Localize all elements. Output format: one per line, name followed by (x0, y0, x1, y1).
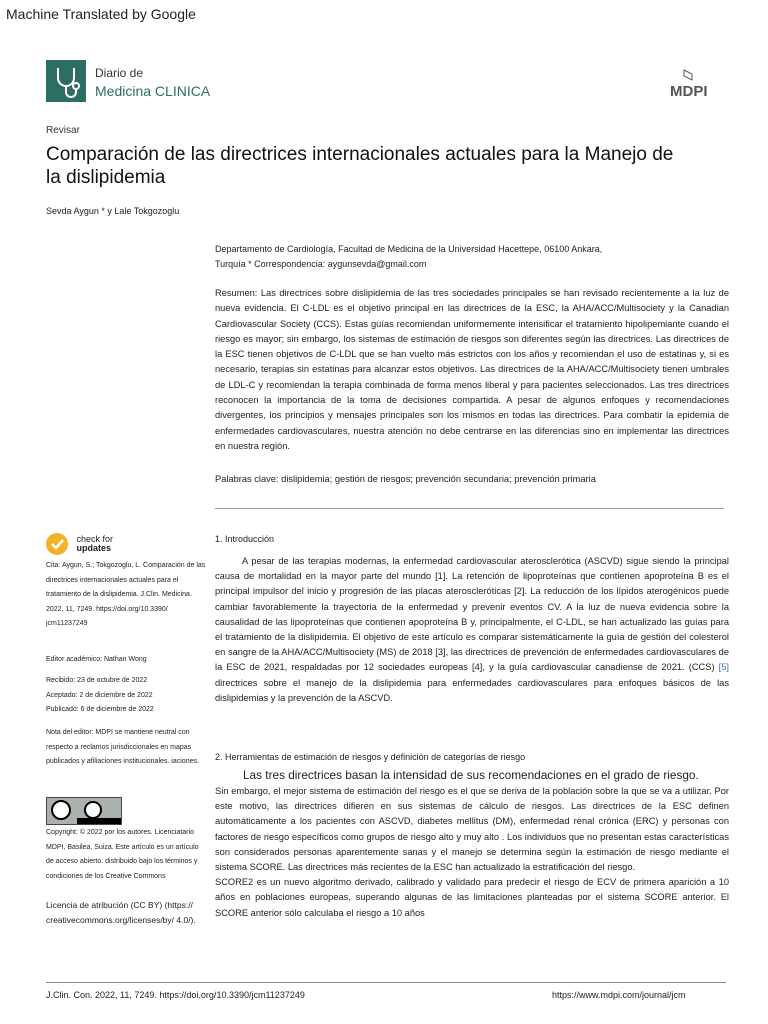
received-date: Recibido: 23 de octubre de 2022 (46, 677, 148, 684)
affiliation-line2: Turquía * Correspondencia: aygunsevda@gmail.com (215, 258, 427, 269)
copyright: Copyright: © 2022 por los autores. Licenciatario MDPI, Basilea, Suiza. Este artículo es un artículo de acceso abierto. distribuido bajo los términos y condiciones de los Creative Commons (46, 829, 199, 880)
risk-lead-sentence: Las tres directrices basan la intensidad de sus recomendaciones en el grado de riesgo. (243, 768, 699, 782)
accepted-date: Aceptado: 2 de diciembre de 2022 (46, 692, 153, 699)
citation: Cita: Aygun, S.; Tokgozoglu, L. Comparación de las directrices internacionales actuales para el tratamiento de la dislipidemia. J.Clin. Medicina. 2022, 11, 7249. https://doi.org/10.3390/ jcm11237249 (46, 562, 206, 627)
journal-line2: Medicina CLINICA (95, 83, 211, 99)
introduction-paragraph (215, 554, 729, 706)
intro-text-a: A pesar de las terapias modernas, la enfermedad cardiovascular aterosclerótica (ASCVD) sigue siendo la principal causa de mortalidad en la mayor parte del mundo [1]. La retención de lipoproteínas que contienen apoproteína B es el principal impulsor del inicio y progresión de las placas ateroscleróticas [2]. La reducción de los lípidos aterogénicos puede cambiar favorablemente la trayectoria de la enfermedad y prevenir eventos CV. A la luz de nueva evidencia sobre la causalidad de las lipoproteínas que contienen apoproteína B y, principalmente, el C-LDL, se han actualizado las guías para el tratamiento de la dislipidemia. El objetivo de este artículo es comparar sistemáticamente la guía de gestión del colesterol en sangre de la AHA/ACC/Multisociety (MS) de 2018 [3], las directrices de prevención de enfermedades cardiovasculares de la ESC de 2021, respaldadas por 12 sociedades europeas [4], y la guía cardiovascular canadiense de 2021. (CCS) (215, 556, 729, 673)
keywords: Palabras clave: dislipidemia; gestión de riesgos; prevención secundaria; prevención primaria (215, 474, 596, 484)
journal-line1: Diario de (95, 66, 144, 80)
journal-name (95, 66, 210, 99)
risk-paragraph-1: Sin embargo, el mejor sistema de estimación del riesgo es el que se deriva de la población sobre la que se va a utilizar. Por este motivo, las directrices difieren en sus sistemas de cálculo de riesgos. Las directrices de la ESC definen automáticamente a los pacientes con ASCVD, diabetes mellitus (DM), enfermedad renal crónica (ERC) y personas con factores de riesgo específicos como grupos de riesgo alto y muy alto . Los individuos que no presentan estas características son considerados personas aparentemente sanas y el manejo se determina según la estimación de riesgo mediante el sistema SCORE. Las directrices más recientes de la ESC han actualizado la estratificación del riesgo. (215, 786, 729, 873)
affiliation-line1: Departamento de Cardiología, Facultad de Medicina de la Universidad Hacettepe, 06100 Ankara, (215, 244, 603, 254)
section-heading-introduction: 1. Introducción (215, 534, 275, 544)
intro-text-b: directrices sobre el manejo de la dislipidemia para enfermedades cardiovasculares para enfoques básicos de las dislipidemias y la prevención de la ASCVD. (215, 677, 729, 703)
footer-url[interactable]: https://www.mdpi.com/journal/jcm (552, 990, 686, 1000)
check-updates-line2: updates (76, 543, 111, 553)
cc-by-icon (46, 797, 122, 825)
academic-editor: Editor académico: Nathan Wong (46, 656, 147, 663)
affiliation (215, 242, 715, 271)
check-updates-icon (46, 533, 68, 555)
translation-banner: Machine Translated by Google (6, 6, 196, 22)
risk-paragraph-2: SCORE2 es un nuevo algoritmo derivado, calibrado y validado para predecir el riesgo de ECV de primera aparición a 10 años en poblaciones europeas, superando algunas de las limitaciones planteadas por el sistema SCORE anterior. El SCORE anterior sólo calculaba el riesgo a 10 años (215, 877, 729, 918)
paper-title: Comparación de las directrices internacionales actuales para la Manejo de la dislipidemia (46, 144, 674, 188)
section-heading-risk-tools: 2. Herramientas de estimación de riesgos y definición de categorías de riesgo (215, 752, 526, 762)
publisher-note: Nota del editor: MDPI se mantiene neutral con respecto a reclamos jurisdiccionales en mapas publicados y afiliaciones institucionales. iaciones. (46, 729, 199, 765)
article-type: Revisar (46, 125, 80, 136)
divider (215, 508, 724, 509)
published-date: Publicado: 6 de diciembre de 2022 (46, 706, 154, 713)
reference-link[interactable]: [5] (718, 662, 729, 673)
authors: Sevda Aygun * y Lale Tokgozoglu (46, 206, 180, 216)
risk-paragraphs (215, 784, 729, 921)
footer-citation: J.Clin. Con. 2022, 11, 7249. https://doi.org/10.3390/jcm11237249 (46, 990, 305, 1000)
check-updates-badge[interactable] (46, 533, 113, 555)
footer-divider (46, 982, 726, 983)
license: Licencia de atribución (CC BY) (https:// creativecommons.org/licenses/by/ 4.0/). (46, 900, 196, 925)
publisher-name: MDPI (670, 83, 708, 100)
journal-logo-icon (46, 60, 86, 102)
abstract: Resumen: Las directrices sobre dislipidemia de las tres sociedades principales se han revisado recientemente a la luz de nueva evidencia. El C-LDL es el objetivo principal en las directrices de la ESC, la AHA/ACC/Multisociety y la Canadian Cardiovascular Society (CCS). Estas guías recomiendan uniformemente intensificar el tratamiento hipolipemiante cuando el riesgo es mayor; sin embargo, los sistemas de estimación de riesgos son diferentes según las directrices. Las directrices de la ESC tienen objetivos de C-LDL que se han vuelto más estrictos con los años y recomiendan el uso de estatinas y, si es necesario, terapias sin estatinas para alcanzar estos objetivos. Las directrices de la AHA/ACC/Multisociety tienen umbrales de LDL-C y recomiendan la terapia combinada de forma menos liberal y para pacientes seleccionados. Las tres directrices reconocen la importancia de la toma de decisiones compartida. A pesar de algunos enfoques y recomendaciones divergentes, los principios y mensajes principales son los mismos en todas las directrices. Para combatir la epidemia de enfermedades cardiovasculares, nuestra atención no debe centrarse en las diferencias sino en implementar las directrices en nuestra región. (215, 288, 729, 451)
check-updates-line1: check for (76, 534, 113, 544)
publisher-logo (662, 68, 722, 102)
